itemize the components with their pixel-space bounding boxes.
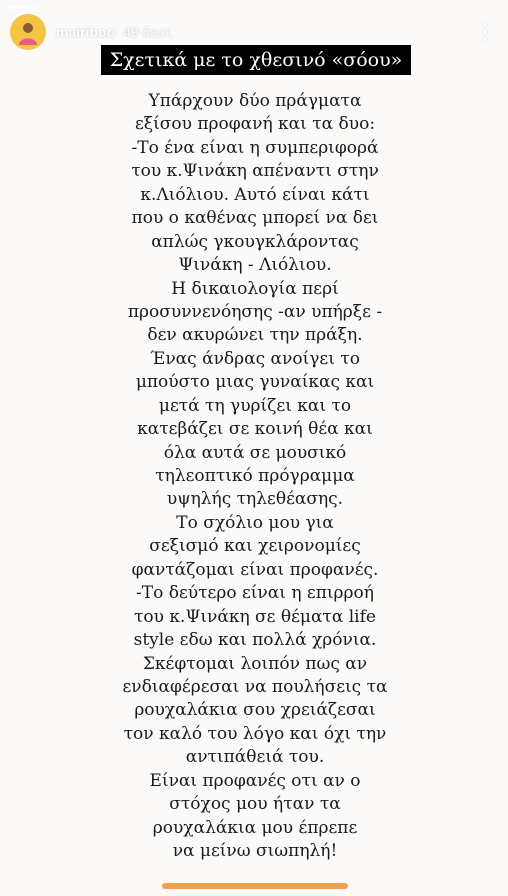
story-progress-fill — [8, 6, 33, 9]
story-progress-bar — [8, 6, 500, 9]
story-text-line: να μείνω σιωπηλή! — [172, 841, 338, 861]
story-text-line: -Το δεύτερο είναι η επιρροή — [136, 583, 374, 604]
story-text-line: Ένας άνδρας ανοίγει το — [150, 348, 360, 369]
swipe-up-indicator[interactable] — [162, 883, 348, 889]
story-text-line: αντιπάθειά του. — [185, 747, 325, 768]
story-timestamp: 49 δευτ. — [123, 24, 174, 40]
story-username[interactable]: mairiboo — [56, 24, 116, 40]
story-text-line: υψηλής τηλεθέασης. — [166, 489, 344, 510]
story-text-line: του κ.Ψινάκη απέναντι στην — [131, 161, 379, 182]
story-title-banner: Σχετικά με το χθεσινό «σόου» — [101, 45, 411, 75]
story-text-line: Ψινάκη - Λιόλιου. — [178, 255, 332, 276]
story-text-line: style εδω και πολλά χρόνια. — [133, 630, 377, 651]
story-text-line: του κ.Ψινάκη σε θέματα life — [134, 606, 376, 627]
story-text-line: εξίσου προφανή και τα δυο: — [134, 114, 376, 135]
story-text-line: φαντάζομαι είναι προφανές. — [131, 559, 379, 580]
story-text-line: απλώς γκουγκλάροντας — [151, 231, 359, 252]
story-text-line: Η δικαιολογία περί — [171, 278, 339, 299]
profile-avatar[interactable] — [10, 14, 46, 50]
story-text-line: τηλεοπτικό πρόγραμμα — [155, 466, 355, 486]
story-text-line: στόχος μου ήταν τα — [169, 794, 341, 815]
story-text-line: τον καλό του λόγο και όχι την — [123, 723, 387, 744]
story-text-line: σεξισμό και χειρονομίες — [149, 536, 361, 557]
story-text-line: μπούστο μιας γυναίκας και — [135, 372, 375, 393]
story-text-line: Είναι προφανές οτι αν ο — [149, 770, 361, 791]
story-text-line: -Το ένα είναι η συμπεριφορά — [131, 137, 379, 158]
story-text-line: κ.Λιόλιου. Αυτό είναι κάτι — [140, 184, 370, 205]
story-text-line: Σκέφτομαι λοιπόν πως αν — [142, 653, 368, 674]
story-text-line: ρουχαλάκια σου χρειάζεσαι — [134, 700, 376, 721]
story-text-line: προσυννενόησης -αν υπήρξε - — [127, 301, 383, 322]
story-text-line: που ο καθένας μπορεί να δει — [131, 208, 379, 229]
story-text-line: ενδιαφέρεσαι να πουλήσεις τα — [122, 676, 388, 697]
more-vertical-icon[interactable] — [476, 20, 494, 44]
story-text-line: μετά τη γυρίζει και το — [158, 395, 352, 416]
story-text-line: ρουχαλάκια μου έπρεπε — [152, 817, 358, 838]
avatar-person-icon — [14, 18, 42, 46]
story-text-line: δεν ακυρώνει την πράξη. — [147, 325, 363, 346]
story-text-line: κατεβάζει σε κοινή θέα και — [137, 419, 373, 440]
story-text-line: Το σχόλιο μου για — [176, 512, 334, 533]
story-text-line: όλα αυτά σε μουσικό — [163, 442, 347, 463]
story-body-text — [70, 90, 440, 863]
story-text-line: Υπάρχουν δύο πράγματα — [148, 91, 362, 111]
